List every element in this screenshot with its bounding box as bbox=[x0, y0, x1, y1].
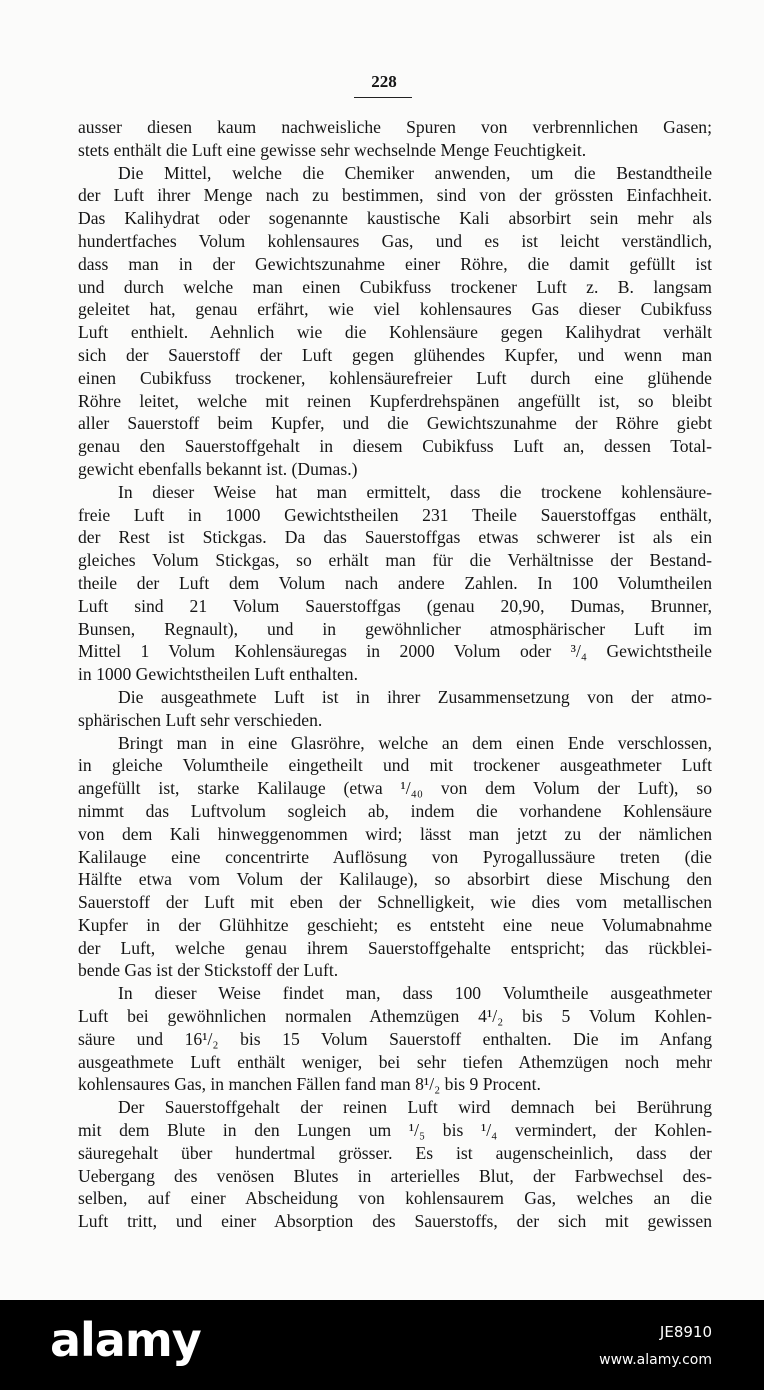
alamy-logo: alamy bbox=[50, 1313, 201, 1367]
text-line: In dieser Weise findet man, dass 100 Volumtheile ausgeathmeter bbox=[118, 983, 712, 1004]
text-line: säure und 16¹/₂ bis 15 Volum Sauerstoff enthalten. Die im Anfang bbox=[78, 1028, 712, 1049]
text-line: Das Kalihydrat oder sogenannte kaustische Kali absorbirt sein mehr als bbox=[78, 208, 712, 229]
watermark-footer bbox=[0, 1300, 764, 1390]
text-line: Luft enthielt. Aehnlich wie die Kohlensäure gegen Kalihydrat verhält bbox=[78, 322, 712, 343]
text-line: geleitet hat, genau erfährt, wie viel kohlensaures Gas dieser Cubikfuss bbox=[78, 299, 712, 320]
text-line: Sauerstoff der Luft mit eben der Schnelligkeit, wie dies vom metallischen bbox=[78, 892, 712, 913]
text-line: Mittel 1 Volum Kohlensäuregas in 2000 Volum oder ³/₄ Gewichtstheile bbox=[78, 641, 712, 662]
text-line: hundertfaches Volum kohlensaures Gas, und es ist leicht verständlich, bbox=[78, 230, 712, 251]
text-line: freie Luft in 1000 Gewichtstheilen 231 Theile Sauerstoffgas enthält, bbox=[78, 504, 712, 525]
image-id: JE8910 bbox=[659, 1323, 712, 1341]
text-line: sich der Sauerstoff der Luft gegen glühendes Kupfer, und wenn man bbox=[78, 344, 712, 365]
text-line: theile der Luft dem Volum nach andere Zahlen. In 100 Volumtheilen bbox=[78, 572, 712, 593]
text-line: Die ausgeathmete Luft ist in ihrer Zusammensetzung von der atmo- bbox=[118, 686, 712, 707]
text-line: stets enthält die Luft eine gewisse sehr wechselnde Menge Feuchtigkeit. bbox=[78, 139, 587, 160]
text-line: in 1000 Gewichtstheilen Luft enthalten. bbox=[78, 664, 358, 685]
text-line: und durch welche man einen Cubikfuss trockener Luft z. B. langsam bbox=[78, 276, 712, 297]
body-text bbox=[78, 116, 712, 1233]
text-line: Hälfte etwa vom Volum der Kalilauge), so absorbirt diese Mischung den bbox=[78, 869, 712, 890]
text-line: gewicht ebenfalls bekannt ist. (Dumas.) bbox=[78, 458, 358, 479]
text-line: aller Sauerstoff beim Kupfer, und die Gewichtszunahme der Röhre giebt bbox=[78, 413, 712, 434]
text-line: gleiches Volum Stickgas, so erhält man für die Verhältnisse der Bestand- bbox=[78, 550, 712, 571]
text-line: Bringt man in eine Glasröhre, welche an dem einen Ende verschlossen, bbox=[118, 732, 712, 753]
text-line: der Rest ist Stickgas. Da das Sauerstoffgas etwas schwerer ist als ein bbox=[78, 527, 712, 548]
text-line: In dieser Weise hat man ermittelt, dass die trockene kohlensäure- bbox=[118, 481, 712, 502]
text-line: Luft sind 21 Volum Sauerstoffgas (genau 20,90, Dumas, Brunner, bbox=[78, 595, 712, 616]
text-line: einen Cubikfuss trockener, kohlensäurefreier Luft durch eine glühende bbox=[78, 367, 712, 388]
text-line: Der Sauerstoffgehalt der reinen Luft wird demnach bei Berührung bbox=[118, 1097, 712, 1118]
text-line: Uebergang des venösen Blutes in arterielles Blut, der Farbwechsel des- bbox=[78, 1165, 712, 1186]
text-line: selben, auf einer Abscheidung von kohlensaurem Gas, welches an die bbox=[78, 1188, 712, 1209]
text-line: von dem Kali hinweggenommen wird; lässt man jetzt zu der nämlichen bbox=[78, 823, 712, 844]
page-number: 228 bbox=[371, 72, 397, 91]
text-line: in gleiche Volumtheile eingetheilt und mit trockener ausgeathmeter Luft bbox=[78, 755, 712, 776]
text-line: angefüllt ist, starke Kalilauge (etwa ¹/₄₀ von dem Volum der Luft), so bbox=[78, 778, 712, 799]
text-line: der Luft ihrer Menge nach zu bestimmen, sind von der grössten Einfachheit. bbox=[78, 185, 712, 206]
text-line: Die Mittel, welche die Chemiker anwenden, um die Bestandtheile bbox=[118, 162, 712, 183]
text-line: ausgeathmete Luft enthält weniger, bei sehr tiefen Athemzügen noch mehr bbox=[78, 1051, 712, 1072]
text-line: Luft bei gewöhnlichen normalen Athemzügen 4¹/₂ bis 5 Volum Kohlen- bbox=[78, 1006, 712, 1027]
text-line: bende Gas ist der Stickstoff der Luft. bbox=[78, 960, 339, 981]
text-line: Kalilauge eine concentrirte Auflösung von Pyrogallussäure treten (die bbox=[78, 846, 712, 867]
text-line: Luft tritt, und einer Absorption des Sauerstoffs, der sich mit gewissen bbox=[78, 1211, 712, 1232]
page-number-rule bbox=[354, 97, 412, 98]
text-line: Röhre leitet, welche mit reinen Kupferdrehspänen angefüllt ist, so bleibt bbox=[78, 390, 712, 411]
text-line: genau den Sauerstoffgehalt in diesem Cubikfuss Luft an, dessen Total- bbox=[78, 436, 712, 457]
site-url: www.alamy.com bbox=[599, 1352, 712, 1368]
text-line: kohlensaures Gas, in manchen Fällen fand man 8¹/₂ bis 9 Procent. bbox=[78, 1074, 541, 1095]
text-line: sphärischen Luft sehr verschieden. bbox=[78, 709, 323, 730]
text-line: der Luft, welche genau ihrem Sauerstoffgehalte entspricht; das rückblei- bbox=[78, 937, 712, 958]
text-line: mit dem Blute in den Lungen um ¹/₅ bis ¹/₄ vermindert, der Kohlen- bbox=[78, 1120, 712, 1141]
text-line: säuregehalt über hundertmal grösser. Es ist augenscheinlich, dass der bbox=[78, 1142, 712, 1163]
text-line: ausser diesen kaum nachweisliche Spuren von verbrennlichen Gasen; bbox=[78, 117, 712, 137]
text-line: Kupfer in der Glühhitze geschieht; es entsteht eine neue Volumabnahme bbox=[78, 914, 712, 935]
text-line: dass man in der Gewichtszunahme einer Röhre, die damit gefüllt ist bbox=[78, 253, 712, 274]
text-line: nimmt das Luftvolum sogleich ab, indem die vorhandene Kohlensäure bbox=[78, 800, 712, 821]
text-line: Bunsen, Regnault), und in gewöhnlicher atmosphärischer Luft im bbox=[78, 618, 712, 639]
